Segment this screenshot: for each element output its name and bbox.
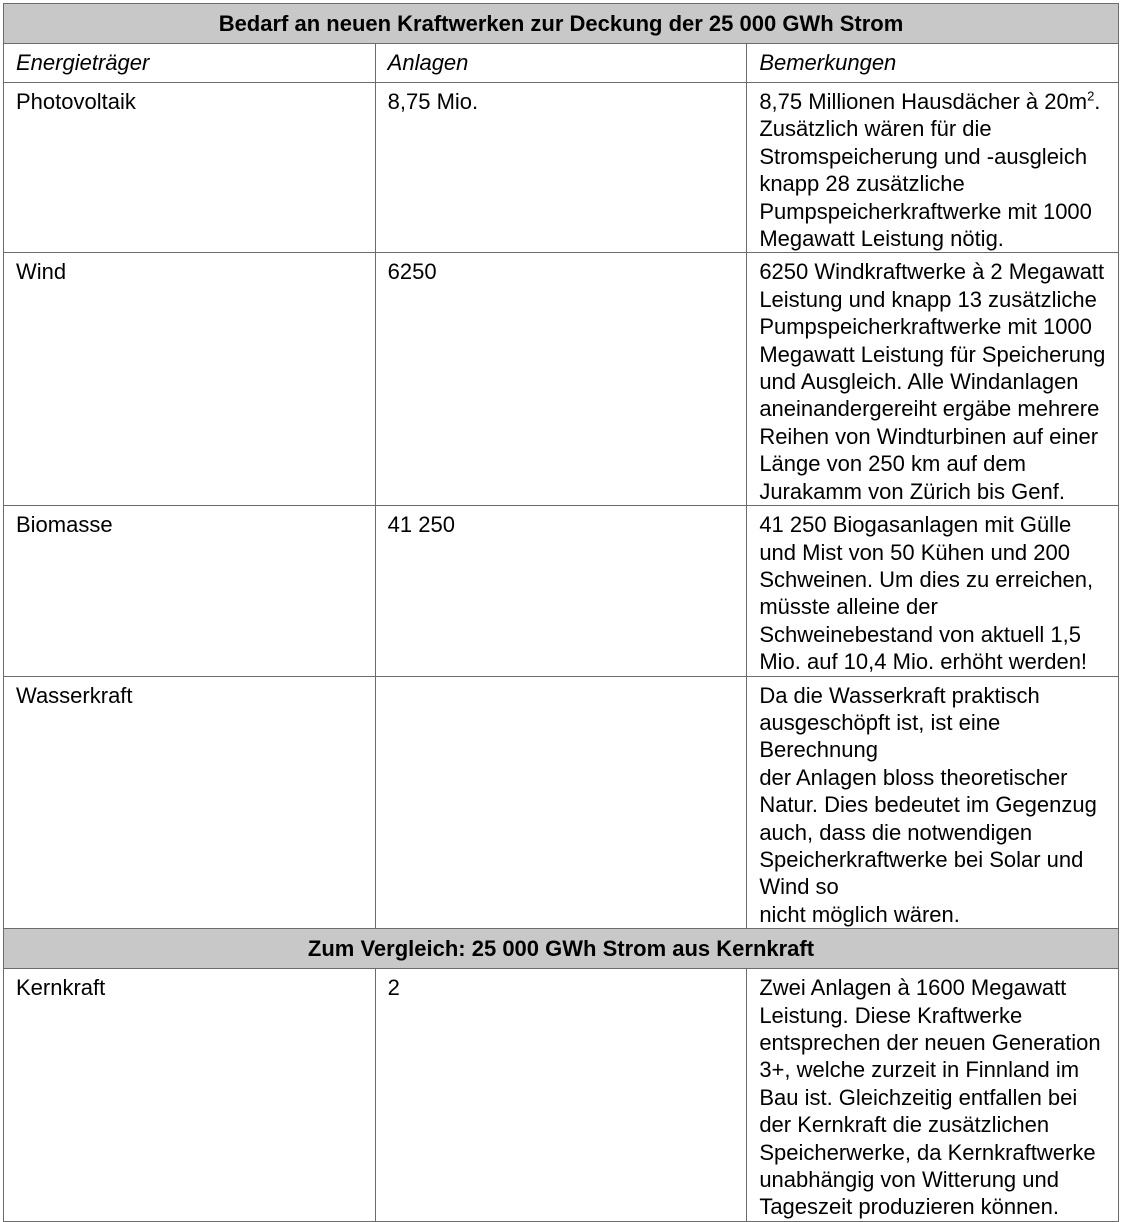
row-name: Biomasse [4, 506, 376, 676]
row-value: 2 [375, 969, 747, 1222]
table-row [4, 253, 1119, 506]
remark-line: Jurakamm von Zürich bis Genf. [759, 478, 1065, 504]
remark-line: und Ausgleich. Alle Windanlagen aneinandergereiht ergäbe mehrere [759, 369, 1100, 422]
table-row [4, 676, 1119, 929]
row-value: 8,75 Mio. [375, 83, 747, 253]
header-row [4, 44, 1119, 83]
remark-line: Reihen von Windturbinen auf einer Länge von 250 km auf dem [759, 423, 1099, 477]
remark-line: auch, dass die notwendigen Speicherkraftwerke bei Solar und Wind so [759, 819, 1084, 900]
table-row [4, 506, 1119, 676]
remark-line: Schweinen. Um dies zu erreichen, müsste alleine der [759, 566, 1094, 620]
row-remark [747, 253, 1119, 506]
remark-line: Stromspeicherung und -ausgleich knapp 28 zusätzliche [759, 143, 1088, 197]
row-name: Wind [4, 253, 376, 506]
power-plant-table [3, 3, 1119, 1222]
remark-line: Da die Wasserkraft praktisch ausgeschöpft ist, ist eine Berechnung [759, 682, 1040, 763]
remark-line: entsprechen der neuen Generation 3+, welche zurzeit in Finnland im [759, 1030, 1101, 1083]
header-anlagen: Anlagen [375, 44, 747, 83]
remark-line: der Anlagen bloss theoretischer Natur. Dies bedeutet im Gegenzug [759, 764, 1097, 818]
remark-line: Pumpspeicherkraftwerke mit 1000 Megawatt Leistung nötig. [759, 198, 1092, 252]
row-value: 41 250 [375, 506, 747, 676]
row-remark [747, 506, 1119, 676]
remark-line: Tageszeit produzieren können. [759, 1194, 1059, 1220]
remark-line: 41 250 Biogasanlagen mit Gülle und Mist von 50 Kühen und 200 [759, 512, 1072, 565]
header-energietraeger: Energieträger [4, 44, 376, 83]
remark-line: Speicherwerke, da Kernkraftwerke unabhängig von Witterung und [759, 1139, 1096, 1193]
row-name: Wasserkraft [4, 676, 376, 929]
row-remark [747, 676, 1119, 929]
remark-line: Pumpspeicherkraftwerke mit 1000 Megawatt Leistung für Speicherung [759, 314, 1106, 367]
remark-line: Schweinebestand von aktuell 1,5 Mio. auf 10,4 Mio. erhöht werden! [759, 621, 1088, 675]
row-remark [747, 969, 1119, 1222]
superscript: 2 [1087, 88, 1095, 104]
comparison-title: Zum Vergleich: 25 000 GWh Strom aus Kernkraft [4, 929, 1119, 969]
remark-text: . Zusätzlich wären für die [759, 89, 1101, 142]
row-remark [747, 83, 1119, 253]
remark-line: Bau ist. Gleichzeitig entfallen bei der Kernkraft die zusätzlichen [759, 1084, 1078, 1138]
table-title: Bedarf an neuen Kraftwerken zur Deckung der 25 000 GWh Strom [4, 4, 1119, 44]
row-value: 6250 [375, 253, 747, 506]
row-value [375, 676, 747, 929]
remark-line: Zwei Anlagen à 1600 Megawatt Leistung. Diese Kraftwerke [759, 975, 1067, 1028]
remark-line: 6250 Windkraftwerke à 2 Megawatt Leistung und knapp 13 zusätzliche [759, 259, 1105, 312]
row-name: Kernkraft [4, 969, 376, 1222]
table-row [4, 969, 1119, 1222]
table-row [4, 83, 1119, 253]
remark-text: 8,75 Millionen Hausdächer à 20m [759, 89, 1088, 114]
remark-line: nicht möglich wären. [759, 901, 960, 927]
row-name: Photovoltaik [4, 83, 376, 253]
header-bemerkungen: Bemerkungen [747, 44, 1119, 83]
